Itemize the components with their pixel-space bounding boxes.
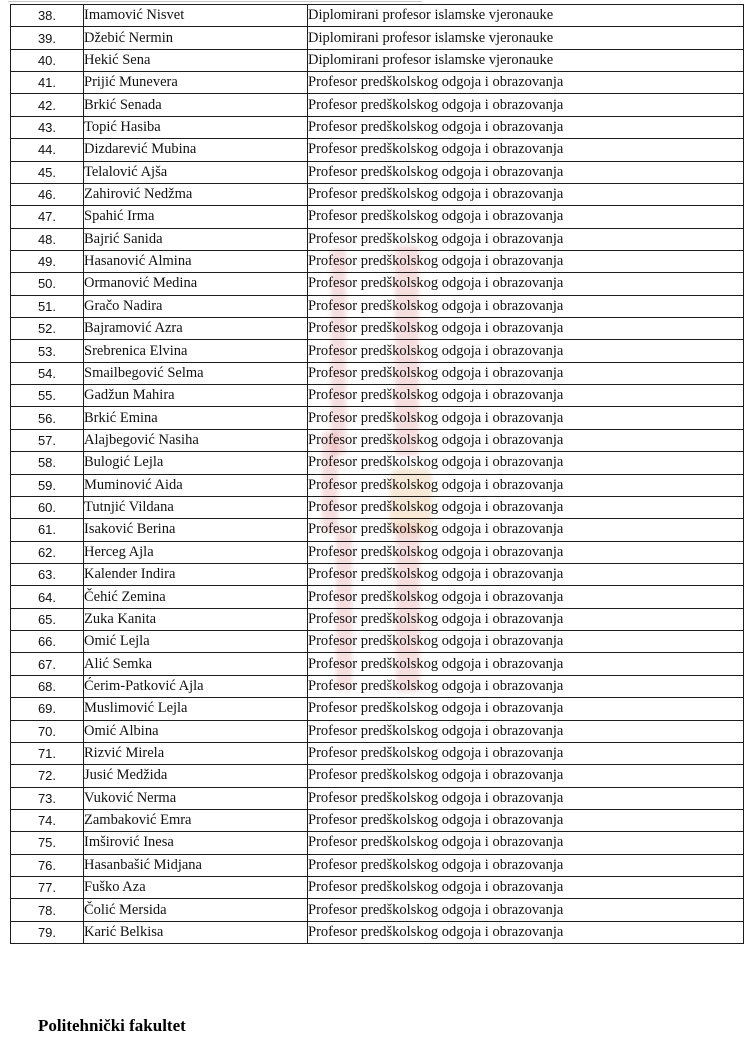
table-row bbox=[11, 318, 744, 340]
table-row bbox=[11, 407, 744, 429]
title-cell: Profesor predškolskog odgoja i obrazovanja bbox=[308, 318, 744, 340]
name-cell: Alić Semka bbox=[84, 653, 308, 675]
table-row bbox=[11, 452, 744, 474]
row-number-cell: 39. bbox=[11, 27, 84, 49]
name-cell: Herceg Ajla bbox=[84, 541, 308, 563]
name-cell: Gračo Nadira bbox=[84, 295, 308, 317]
row-number-cell: 64. bbox=[11, 586, 84, 608]
name-cell: Bulogić Lejla bbox=[84, 452, 308, 474]
row-number-cell: 42. bbox=[11, 94, 84, 116]
title-cell: Profesor predškolskog odgoja i obrazovanja bbox=[308, 116, 744, 138]
table-row bbox=[11, 228, 744, 250]
row-number-cell: 61. bbox=[11, 519, 84, 541]
table-row bbox=[11, 698, 744, 720]
name-cell: Zambaković Emra bbox=[84, 809, 308, 831]
title-cell: Profesor predškolskog odgoja i obrazovanja bbox=[308, 742, 744, 764]
row-number-cell: 44. bbox=[11, 139, 84, 161]
title-cell: Diplomirani profesor islamske vjeronauke bbox=[308, 5, 744, 27]
table-row bbox=[11, 519, 744, 541]
title-cell: Profesor predškolskog odgoja i obrazovanja bbox=[308, 608, 744, 630]
row-number-cell: 57. bbox=[11, 429, 84, 451]
name-cell: Smailbegović Selma bbox=[84, 362, 308, 384]
staff-roster-table-body bbox=[11, 5, 744, 944]
table-row bbox=[11, 563, 744, 585]
title-cell: Profesor predškolskog odgoja i obrazovanja bbox=[308, 854, 744, 876]
row-number-cell: 49. bbox=[11, 250, 84, 272]
title-cell: Profesor predškolskog odgoja i obrazovanja bbox=[308, 832, 744, 854]
table-row bbox=[11, 787, 744, 809]
title-cell: Profesor predškolskog odgoja i obrazovanja bbox=[308, 139, 744, 161]
row-number-cell: 66. bbox=[11, 631, 84, 653]
section-heading-politehnicki-fakultet: Politehnički fakultet bbox=[38, 1016, 186, 1035]
table-row bbox=[11, 206, 744, 228]
name-cell: Brkić Senada bbox=[84, 94, 308, 116]
table-row bbox=[11, 49, 744, 71]
title-cell: Profesor predškolskog odgoja i obrazovanja bbox=[308, 899, 744, 921]
table-row bbox=[11, 116, 744, 138]
name-cell: Srebrenica Elvina bbox=[84, 340, 308, 362]
table-row bbox=[11, 27, 744, 49]
name-cell: Topić Hasiba bbox=[84, 116, 308, 138]
row-number-cell: 40. bbox=[11, 49, 84, 71]
name-cell: Vuković Nerma bbox=[84, 787, 308, 809]
table-row bbox=[11, 474, 744, 496]
row-number-cell: 72. bbox=[11, 765, 84, 787]
title-cell: Profesor predškolskog odgoja i obrazovanja bbox=[308, 653, 744, 675]
table-row bbox=[11, 586, 744, 608]
table-row bbox=[11, 541, 744, 563]
row-number-cell: 63. bbox=[11, 563, 84, 585]
row-number-cell: 43. bbox=[11, 116, 84, 138]
table-row bbox=[11, 877, 744, 899]
row-number-cell: 78. bbox=[11, 899, 84, 921]
title-cell: Profesor predškolskog odgoja i obrazovanja bbox=[308, 72, 744, 94]
name-cell: Karić Belkisa bbox=[84, 921, 308, 943]
row-number-cell: 41. bbox=[11, 72, 84, 94]
title-cell: Profesor predškolskog odgoja i obrazovanja bbox=[308, 787, 744, 809]
name-cell: Telalović Ajša bbox=[84, 161, 308, 183]
name-cell: Rizvić Mirela bbox=[84, 742, 308, 764]
row-number-cell: 51. bbox=[11, 295, 84, 317]
row-number-cell: 73. bbox=[11, 787, 84, 809]
title-cell: Profesor predškolskog odgoja i obrazovanja bbox=[308, 474, 744, 496]
name-cell: Gadžun Mahira bbox=[84, 385, 308, 407]
row-number-cell: 70. bbox=[11, 720, 84, 742]
name-cell: Tutnjić Vildana bbox=[84, 496, 308, 518]
title-cell: Profesor predškolskog odgoja i obrazovanja bbox=[308, 563, 744, 585]
row-number-cell: 68. bbox=[11, 675, 84, 697]
table-row bbox=[11, 921, 744, 943]
name-cell: Muslimović Lejla bbox=[84, 698, 308, 720]
title-cell: Profesor predškolskog odgoja i obrazovanja bbox=[308, 295, 744, 317]
table-row bbox=[11, 765, 744, 787]
title-cell: Profesor predškolskog odgoja i obrazovanja bbox=[308, 250, 744, 272]
table-row bbox=[11, 385, 744, 407]
title-cell: Profesor predškolskog odgoja i obrazovanja bbox=[308, 429, 744, 451]
name-cell: Prijić Munevera bbox=[84, 72, 308, 94]
table-row bbox=[11, 675, 744, 697]
title-cell: Profesor predškolskog odgoja i obrazovanja bbox=[308, 161, 744, 183]
table-row bbox=[11, 742, 744, 764]
name-cell: Omić Lejla bbox=[84, 631, 308, 653]
row-number-cell: 48. bbox=[11, 228, 84, 250]
row-number-cell: 71. bbox=[11, 742, 84, 764]
title-cell: Diplomirani profesor islamske vjeronauke bbox=[308, 27, 744, 49]
row-number-cell: 76. bbox=[11, 854, 84, 876]
table-row bbox=[11, 631, 744, 653]
row-number-cell: 53. bbox=[11, 340, 84, 362]
title-cell: Diplomirani profesor islamske vjeronauke bbox=[308, 49, 744, 71]
table-row bbox=[11, 273, 744, 295]
title-cell: Profesor predškolskog odgoja i obrazovanja bbox=[308, 407, 744, 429]
title-cell: Profesor predškolskog odgoja i obrazovanja bbox=[308, 362, 744, 384]
table-row bbox=[11, 429, 744, 451]
title-cell: Profesor predškolskog odgoja i obrazovanja bbox=[308, 340, 744, 362]
staff-roster-table bbox=[10, 4, 744, 944]
table-row bbox=[11, 295, 744, 317]
title-cell: Profesor predškolskog odgoja i obrazovanja bbox=[308, 809, 744, 831]
table-row bbox=[11, 250, 744, 272]
name-cell: Dizdarević Mubina bbox=[84, 139, 308, 161]
name-cell: Kalender Indira bbox=[84, 563, 308, 585]
title-cell: Profesor predškolskog odgoja i obrazovanja bbox=[308, 183, 744, 205]
table-row bbox=[11, 94, 744, 116]
row-number-cell: 74. bbox=[11, 809, 84, 831]
title-cell: Profesor predškolskog odgoja i obrazovanja bbox=[308, 586, 744, 608]
row-number-cell: 75. bbox=[11, 832, 84, 854]
row-number-cell: 69. bbox=[11, 698, 84, 720]
row-number-cell: 60. bbox=[11, 496, 84, 518]
table-row bbox=[11, 608, 744, 630]
row-number-cell: 56. bbox=[11, 407, 84, 429]
row-number-cell: 54. bbox=[11, 362, 84, 384]
name-cell: Imširović Inesa bbox=[84, 832, 308, 854]
title-cell: Profesor predškolskog odgoja i obrazovanja bbox=[308, 94, 744, 116]
row-number-cell: 55. bbox=[11, 385, 84, 407]
title-cell: Profesor predškolskog odgoja i obrazovanja bbox=[308, 720, 744, 742]
title-cell: Profesor predškolskog odgoja i obrazovanja bbox=[308, 877, 744, 899]
title-cell: Profesor predškolskog odgoja i obrazovanja bbox=[308, 452, 744, 474]
name-cell: Čehić Zemina bbox=[84, 586, 308, 608]
name-cell: Brkić Emina bbox=[84, 407, 308, 429]
name-cell: Omić Albina bbox=[84, 720, 308, 742]
name-cell: Muminović Aida bbox=[84, 474, 308, 496]
name-cell: Ormanović Medina bbox=[84, 273, 308, 295]
row-number-cell: 62. bbox=[11, 541, 84, 563]
title-cell: Profesor predškolskog odgoja i obrazovanja bbox=[308, 496, 744, 518]
table-row bbox=[11, 809, 744, 831]
name-cell: Zuka Kanita bbox=[84, 608, 308, 630]
name-cell: Alajbegović Nasiha bbox=[84, 429, 308, 451]
title-cell: Profesor predškolskog odgoja i obrazovanja bbox=[308, 519, 744, 541]
table-row bbox=[11, 362, 744, 384]
title-cell: Profesor predškolskog odgoja i obrazovanja bbox=[308, 541, 744, 563]
cropped-row-border bbox=[8, 1, 422, 2]
row-number-cell: 67. bbox=[11, 653, 84, 675]
row-number-cell: 77. bbox=[11, 877, 84, 899]
title-cell: Profesor predškolskog odgoja i obrazovanja bbox=[308, 385, 744, 407]
name-cell: Spahić Irma bbox=[84, 206, 308, 228]
name-cell: Isaković Berina bbox=[84, 519, 308, 541]
row-number-cell: 46. bbox=[11, 183, 84, 205]
row-number-cell: 50. bbox=[11, 273, 84, 295]
row-number-cell: 79. bbox=[11, 921, 84, 943]
table-row bbox=[11, 183, 744, 205]
title-cell: Profesor predškolskog odgoja i obrazovanja bbox=[308, 631, 744, 653]
table-row bbox=[11, 720, 744, 742]
table-row bbox=[11, 496, 744, 518]
row-number-cell: 65. bbox=[11, 608, 84, 630]
name-cell: Fuško Aza bbox=[84, 877, 308, 899]
name-cell: Bajrić Sanida bbox=[84, 228, 308, 250]
row-number-cell: 52. bbox=[11, 318, 84, 340]
name-cell: Jusić Medžida bbox=[84, 765, 308, 787]
row-number-cell: 58. bbox=[11, 452, 84, 474]
row-number-cell: 59. bbox=[11, 474, 84, 496]
row-number-cell: 45. bbox=[11, 161, 84, 183]
table-row bbox=[11, 854, 744, 876]
table-row bbox=[11, 72, 744, 94]
title-cell: Profesor predškolskog odgoja i obrazovanja bbox=[308, 675, 744, 697]
name-cell: Ćerim-Patković Ajla bbox=[84, 675, 308, 697]
name-cell: Bajramović Azra bbox=[84, 318, 308, 340]
table-row bbox=[11, 899, 744, 921]
row-number-cell: 47. bbox=[11, 206, 84, 228]
title-cell: Profesor predškolskog odgoja i obrazovanja bbox=[308, 765, 744, 787]
title-cell: Profesor predškolskog odgoja i obrazovanja bbox=[308, 698, 744, 720]
name-cell: Hasanbašić Midjana bbox=[84, 854, 308, 876]
name-cell: Hekić Sena bbox=[84, 49, 308, 71]
name-cell: Džebić Nermin bbox=[84, 27, 308, 49]
table-row bbox=[11, 653, 744, 675]
title-cell: Profesor predškolskog odgoja i obrazovanja bbox=[308, 206, 744, 228]
name-cell: Hasanović Almina bbox=[84, 250, 308, 272]
row-number-cell: 38. bbox=[11, 5, 84, 27]
title-cell: Profesor predškolskog odgoja i obrazovanja bbox=[308, 273, 744, 295]
title-cell: Profesor predškolskog odgoja i obrazovanja bbox=[308, 228, 744, 250]
title-cell: Profesor predškolskog odgoja i obrazovanja bbox=[308, 921, 744, 943]
table-row bbox=[11, 340, 744, 362]
name-cell: Imamović Nisvet bbox=[84, 5, 308, 27]
table-row bbox=[11, 832, 744, 854]
name-cell: Zahirović Nedžma bbox=[84, 183, 308, 205]
table-row bbox=[11, 5, 744, 27]
name-cell: Čolić Mersida bbox=[84, 899, 308, 921]
table-row bbox=[11, 139, 744, 161]
table-row bbox=[11, 161, 744, 183]
